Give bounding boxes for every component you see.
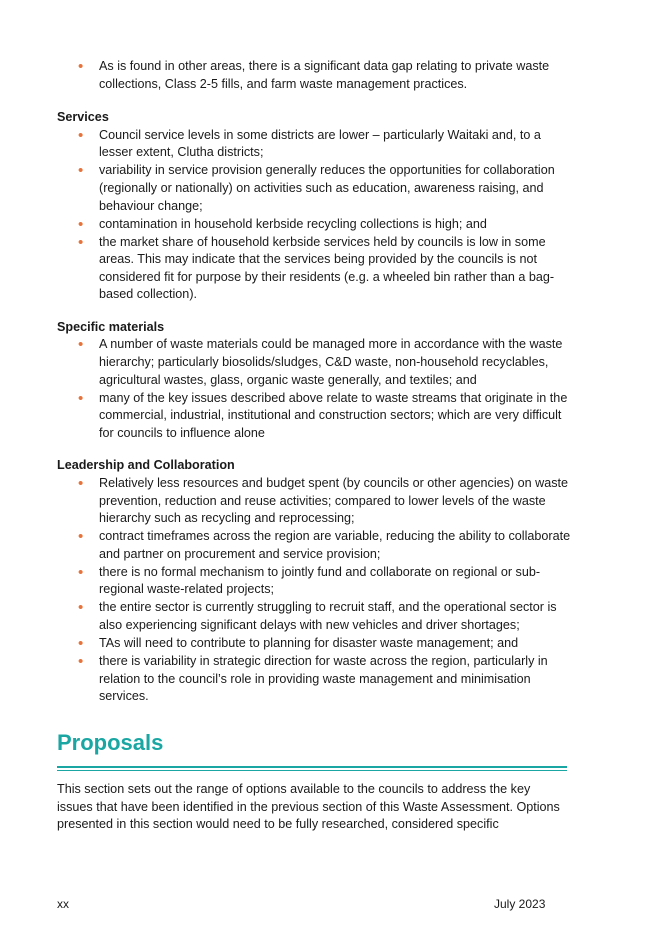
bullet-text: TAs will need to contribute to planning for disaster waste management; and <box>99 635 519 650</box>
proposals-heading: Proposals <box>57 729 164 755</box>
bullet-text: variability in service provision generally reduces the opportunities for collaboration (regionally or nationally) on activities such as education, awareness raising, and behaviour change; <box>99 163 555 213</box>
bullet-text: Council service levels in some districts are lower – particularly Waitaki and, to a lesser extent, Clutha districts; <box>99 127 541 160</box>
bullet-dot-icon: • <box>78 563 84 581</box>
bullet-text: A number of waste materials could be managed more in accordance with the waste hierarchy; particularly biosolids/sludges, C&D waste, non-household recyclables, agricultural wastes, glass, organic waste generally, and textiles; and <box>99 337 563 387</box>
bullet-dot-icon: • <box>78 336 84 354</box>
bullet-dot-icon: • <box>78 126 84 144</box>
page-content <box>57 58 577 834</box>
bullet-item <box>57 475 577 528</box>
bullet-dot-icon: • <box>78 599 84 617</box>
bullet-item <box>57 216 577 234</box>
bullet-text: As is found in other areas, there is a significant data gap relating to private waste collections, Class 2-5 fills, and farm waste management practices. <box>99 59 550 91</box>
bullet-item <box>57 234 577 304</box>
bullet-dot-icon: • <box>78 162 84 180</box>
bullet-dot-icon: • <box>78 215 84 233</box>
section-heading: Specific materials <box>57 319 165 334</box>
bullet-item <box>57 599 577 634</box>
bullet-dot-icon: • <box>78 634 84 652</box>
bullet-dot-icon: • <box>78 233 84 251</box>
bullet-text: there is no formal mechanism to jointly fund and collaborate on regional or sub-regional waste-related projects; <box>99 564 541 597</box>
footer-page-number: xx <box>57 897 69 911</box>
sections-container <box>57 109 577 706</box>
section-heading: Leadership and Collaboration <box>57 458 235 473</box>
bullet-text: Relatively less resources and budget spent (by councils or other agencies) on waste prevention, reduction and reuse activities; compared to lower levels of the waste hierarchy such as recycling and reprocessing; <box>99 476 569 526</box>
intro-bullet-list <box>57 58 577 93</box>
footer-date: July 2023 <box>494 897 546 911</box>
bullet-dot-icon: • <box>78 475 84 493</box>
bullet-text: the market share of household kerbside services held by councils is low in some areas. This may indicate that the services being provided by the councils is not considered fit for purpose by their residents (e.g. a wheeled bin rather than a bag-based collection). <box>99 234 555 302</box>
bullet-dot-icon: • <box>78 652 84 670</box>
bullet-item <box>57 653 577 706</box>
bullet-text: the entire sector is currently struggling to recruit staff, and the operational sector is also experiencing significant delays with new vehicles and driver shortages; <box>99 600 557 632</box>
bullet-dot-icon: • <box>78 58 84 75</box>
bullet-item <box>57 528 577 563</box>
section-bullet-list <box>57 336 577 442</box>
bullet-item <box>57 336 577 389</box>
bullet-text: contamination in household kerbside recycling collections is high; and <box>99 216 487 231</box>
bullet-dot-icon: • <box>78 528 84 546</box>
bullet-text: there is variability in strategic direction for waste across the region, particularly in relation to the council’s role in providing waste management and minimisation services. <box>99 653 548 704</box>
heading-double-rule <box>57 766 567 771</box>
proposals-paragraph: This section sets out the range of options available to the councils to address the key issues that have been identified in the previous section of this Waste Assessment. Options presented in this section would need to be fully researched, considered specific <box>57 781 560 832</box>
bullet-item <box>57 635 577 653</box>
section-heading: Services <box>57 110 109 125</box>
section-bullet-list <box>57 127 577 304</box>
bullet-text: contract timeframes across the region are variable, reducing the ability to collaborate and partner on procurement and service provision; <box>99 529 571 561</box>
bullet-dot-icon: • <box>78 389 84 407</box>
section-bullet-list <box>57 475 577 706</box>
bullet-item <box>57 58 577 93</box>
bullet-text: many of the key issues described above relate to waste streams that originate in the commercial, industrial, institutional and construction sectors; which are very difficult for councils to influence alone <box>99 390 568 440</box>
bullet-item <box>57 564 577 599</box>
bullet-item <box>57 127 577 162</box>
bullet-item <box>57 162 577 215</box>
bullet-item <box>57 390 577 443</box>
